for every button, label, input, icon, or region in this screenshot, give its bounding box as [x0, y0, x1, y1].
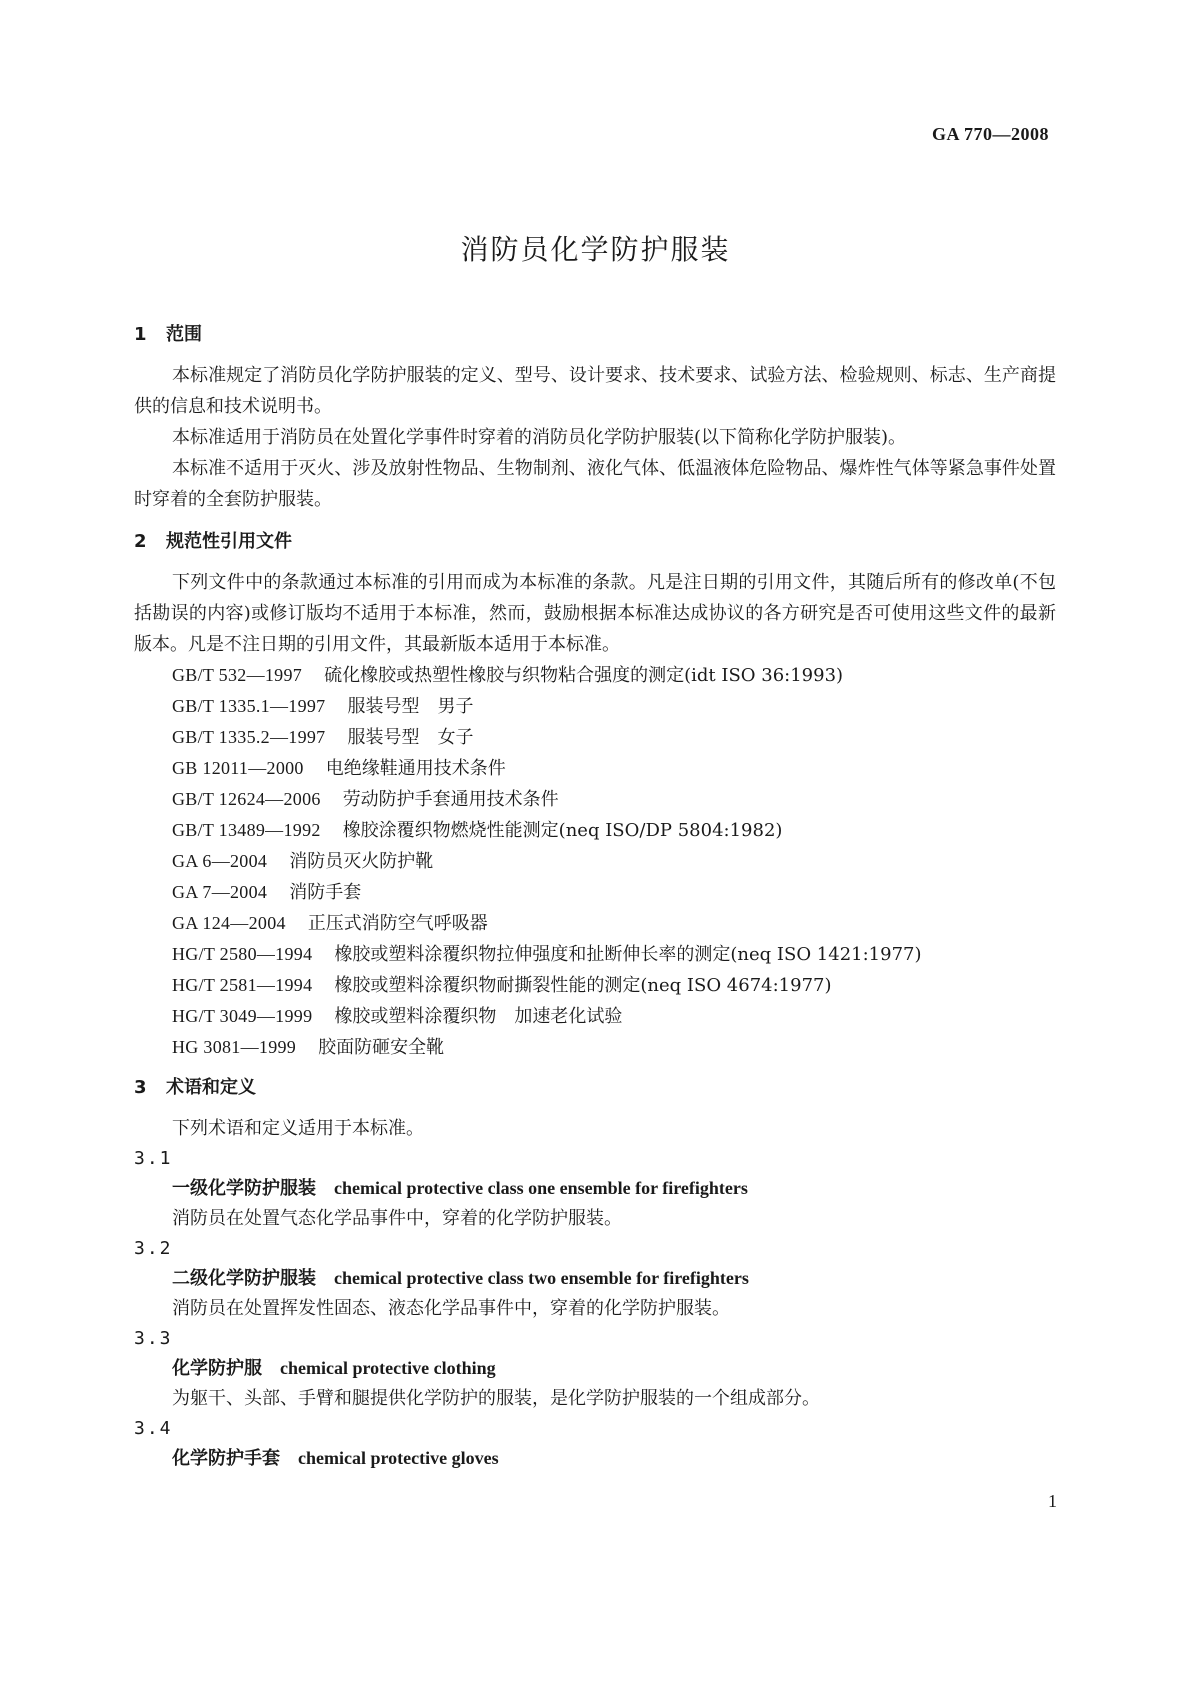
document-title: 消防员化学防护服装: [460, 233, 731, 266]
reference-item: [134, 753, 1056, 784]
reference-item: [134, 877, 1056, 908]
term-name-zh: 二级化学防护服装: [172, 1268, 316, 1289]
standard-code: GA 770—2008: [931, 124, 1049, 144]
reference-title: 服装号型 男子: [347, 696, 474, 717]
section-heading: [134, 318, 1056, 352]
section-scope: [134, 318, 1056, 515]
section-title: 术语和定义: [166, 1077, 256, 1098]
paragraph: 本标准适用于消防员在处置化学事件时穿着的消防员化学防护服装(以下简称化学防护服装)。: [172, 427, 907, 448]
document-body: [134, 318, 1056, 1480]
reference-code: HG/T 2580—1994: [172, 944, 313, 964]
term-name: [134, 1443, 1056, 1474]
section-title: 范围: [166, 324, 202, 345]
reference-item: [134, 970, 1056, 1001]
term-name-zh: 化学防护手套: [172, 1448, 280, 1469]
term-name: [134, 1263, 1056, 1294]
reference-title: 橡胶或塑料涂覆织物 加速老化试验: [334, 1006, 623, 1027]
term-name-en: chemical protective class two ensemble for firefighters: [334, 1268, 749, 1288]
section-title: 规范性引用文件: [166, 531, 292, 552]
reference-code: GA 6—2004: [172, 851, 268, 871]
section-number: 1: [134, 324, 147, 345]
term-name-en: chemical protective class one ensemble for firefighters: [334, 1178, 748, 1198]
reference-code: GA 124—2004: [172, 913, 286, 933]
term-name-en: chemical protective clothing: [280, 1358, 496, 1378]
term-number: 3.1: [134, 1148, 173, 1169]
reference-item: [134, 784, 1056, 815]
term-number: 3.2: [134, 1238, 173, 1259]
paragraph: 本标准不适用于灭火、涉及放射性物品、生物制剂、液化气体、低温液体危险物品、爆炸性气体等紧急事件处置时穿着的全套防护服装。: [134, 458, 1056, 510]
reference-code: GB 12011—2000: [172, 758, 304, 778]
paragraph: 下列文件中的条款通过本标准的引用而成为本标准的条款。凡是注日期的引用文件，其随后所有的修改单(不包括勘误的内容)或修订版均不适用于本标准，然而，鼓励根据本标准达成协议的各方研究是否可使用这些文件的最新版本。凡是不注日期的引用文件，其最新版本适用于本标准。: [134, 572, 1056, 655]
reference-item: [134, 1032, 1056, 1063]
term-number: 3.4: [134, 1418, 173, 1439]
reference-item: [134, 939, 1056, 970]
reference-code: GB/T 12624—2006: [172, 789, 321, 809]
reference-title: 橡胶或塑料涂覆织物耐撕裂性能的测定(neq ISO 4674:1977): [334, 975, 832, 996]
reference-title: 劳动防护手套通用技术条件: [342, 789, 559, 810]
reference-item: [134, 660, 1056, 691]
section-heading: [134, 1071, 1056, 1105]
reference-item: [134, 722, 1056, 753]
reference-code: GB/T 1335.2—1997: [172, 727, 326, 747]
reference-title: 橡胶涂覆织物燃烧性能测定(neq ISO/DP 5804:1982): [342, 820, 783, 841]
reference-code: GB/T 1335.1—1997: [172, 696, 326, 716]
reference-title: 服装号型 女子: [347, 727, 474, 748]
term-definition: 为躯干、头部、手臂和腿提供化学防护的服装，是化学防护服装的一个组成部分。: [172, 1388, 820, 1409]
term-name-zh: 化学防护服: [172, 1358, 262, 1379]
term-number: 3.3: [134, 1328, 173, 1349]
term-definition: 消防员在处置挥发性固态、液态化学品事件中，穿着的化学防护服装。: [172, 1298, 730, 1319]
term-entry: [134, 1324, 1056, 1414]
section-heading: [134, 525, 1056, 559]
reference-title: 电绝缘鞋通用技术条件: [325, 758, 506, 779]
term-entry: [134, 1234, 1056, 1324]
reference-code: GA 7—2004: [172, 882, 268, 902]
reference-title: 胶面防砸安全靴: [318, 1037, 445, 1058]
reference-item: [134, 846, 1056, 877]
page-number: 1: [1048, 1491, 1057, 1511]
section-terms-and-definitions: [134, 1071, 1056, 1474]
reference-item: [134, 691, 1056, 722]
term-entry: [134, 1144, 1056, 1234]
reference-title: 消防手套: [289, 882, 362, 903]
reference-code: HG/T 3049—1999: [172, 1006, 313, 1026]
reference-item: [134, 815, 1056, 846]
reference-code: GB/T 532—1997: [172, 665, 303, 685]
reference-title: 硫化橡胶或热塑性橡胶与织物粘合强度的测定(idt ISO 36:1993): [324, 665, 844, 686]
term-definition: 消防员在处置气态化学品事件中，穿着的化学防护服装。: [172, 1208, 622, 1229]
reference-list: [134, 660, 1056, 1063]
paragraph: 下列术语和定义适用于本标准。: [172, 1118, 424, 1139]
reference-code: GB/T 13489—1992: [172, 820, 321, 840]
reference-item: [134, 908, 1056, 939]
reference-code: HG/T 2581—1994: [172, 975, 313, 995]
reference-code: HG 3081—1999: [172, 1037, 297, 1057]
section-normative-references: [134, 525, 1056, 1063]
reference-title: 消防员灭火防护靴: [289, 851, 434, 872]
term-name: [134, 1173, 1056, 1204]
reference-title: 正压式消防空气呼吸器: [307, 913, 488, 934]
paragraph: 本标准规定了消防员化学防护服装的定义、型号、设计要求、技术要求、试验方法、检验规则、标志、生产商提供的信息和技术说明书。: [134, 365, 1056, 417]
section-number: 3: [134, 1077, 147, 1098]
section-number: 2: [134, 531, 147, 552]
term-name-en: chemical protective gloves: [298, 1448, 499, 1468]
term-name-zh: 一级化学防护服装: [172, 1178, 316, 1199]
term-entry: [134, 1414, 1056, 1474]
reference-item: [134, 1001, 1056, 1032]
reference-title: 橡胶或塑料涂覆织物拉伸强度和扯断伸长率的测定(neq ISO 1421:1977): [334, 944, 922, 965]
term-name: [134, 1353, 1056, 1384]
